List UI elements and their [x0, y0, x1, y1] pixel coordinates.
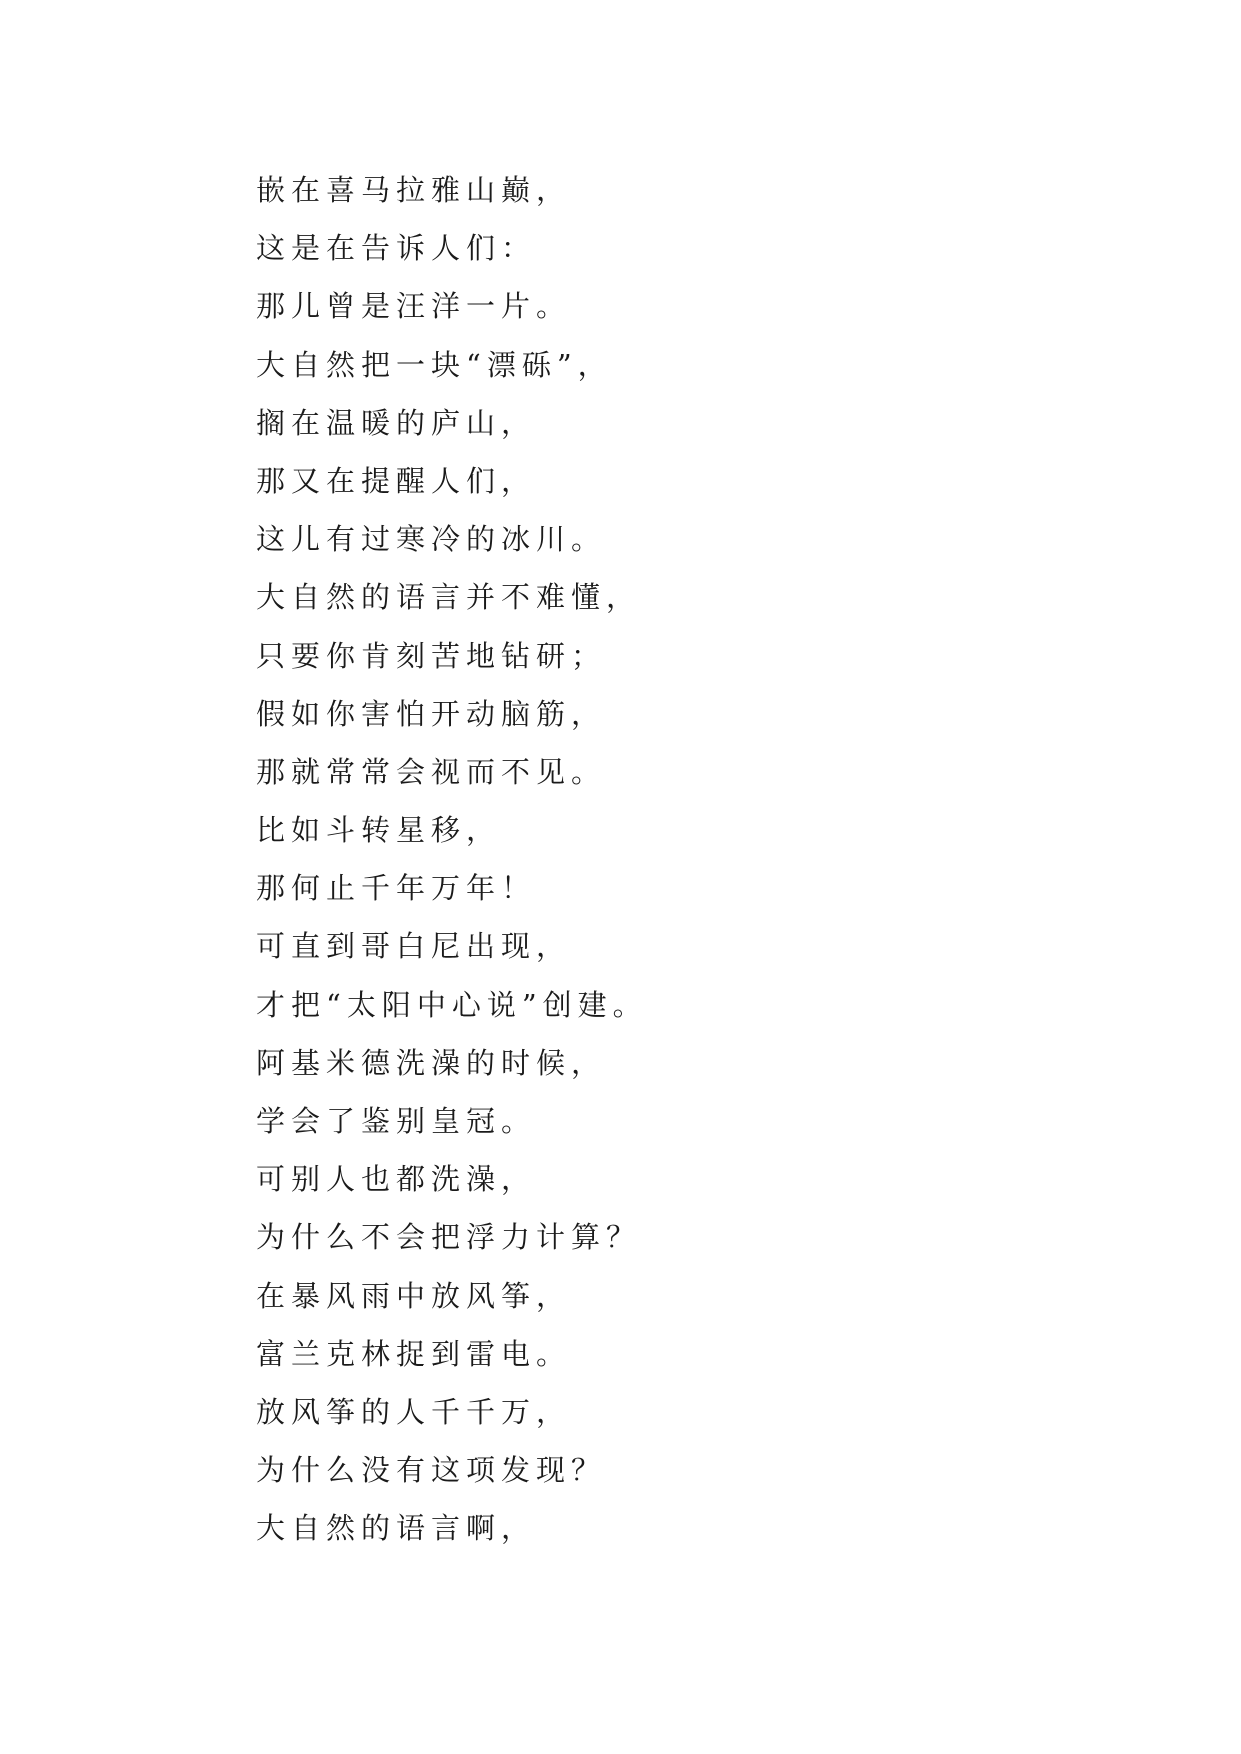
- poem-line: 那何止千年万年！: [256, 871, 537, 906]
- poem-line: 可直到哥白尼出现，: [256, 929, 572, 964]
- poem-line: 搁在温暖的庐山，: [256, 405, 537, 440]
- poem-line: 只要你肯刻苦地钻研；: [256, 638, 607, 673]
- poem-line: 那又在提醒人们，: [256, 463, 537, 498]
- poem-line: 富兰克林捉到雷电。: [256, 1336, 572, 1371]
- poem-line: 为什么不会把浮力计算？: [256, 1220, 642, 1255]
- poem-line: 阿基米德洗澡的时候，: [256, 1045, 607, 1080]
- poem-line: 那就常常会视而不见。: [256, 754, 607, 789]
- poem-line: 放风筝的人千千万，: [256, 1394, 572, 1429]
- poem-line: 才把“太阳中心说”创建。: [256, 987, 648, 1022]
- poem-line: 可别人也都洗澡，: [256, 1162, 537, 1197]
- poem-line: 比如斗转星移，: [256, 813, 502, 848]
- poem-line: 那儿曾是汪洋一片。: [256, 289, 572, 324]
- poem-line: 大自然的语言并不难懂，: [256, 580, 642, 615]
- poem-line: 在暴风雨中放风筝，: [256, 1278, 572, 1313]
- poem-line: 学会了鉴别皇冠。: [256, 1104, 537, 1138]
- poem-line: 大自然的语言啊，: [256, 1511, 537, 1546]
- poem-line: 嵌在喜马拉雅山巅，: [256, 173, 572, 207]
- poem-line: 这是在告诉人们：: [256, 231, 537, 266]
- poem-line: 假如你害怕开动脑筋，: [256, 696, 607, 731]
- poem-text: [256, 161, 648, 1558]
- poem-line: 大自然把一块“漂砾”，: [256, 347, 613, 382]
- poem-line: 为什么没有这项发现？: [256, 1453, 607, 1488]
- poem-line: 这儿有过寒冷的冰川。: [256, 522, 607, 557]
